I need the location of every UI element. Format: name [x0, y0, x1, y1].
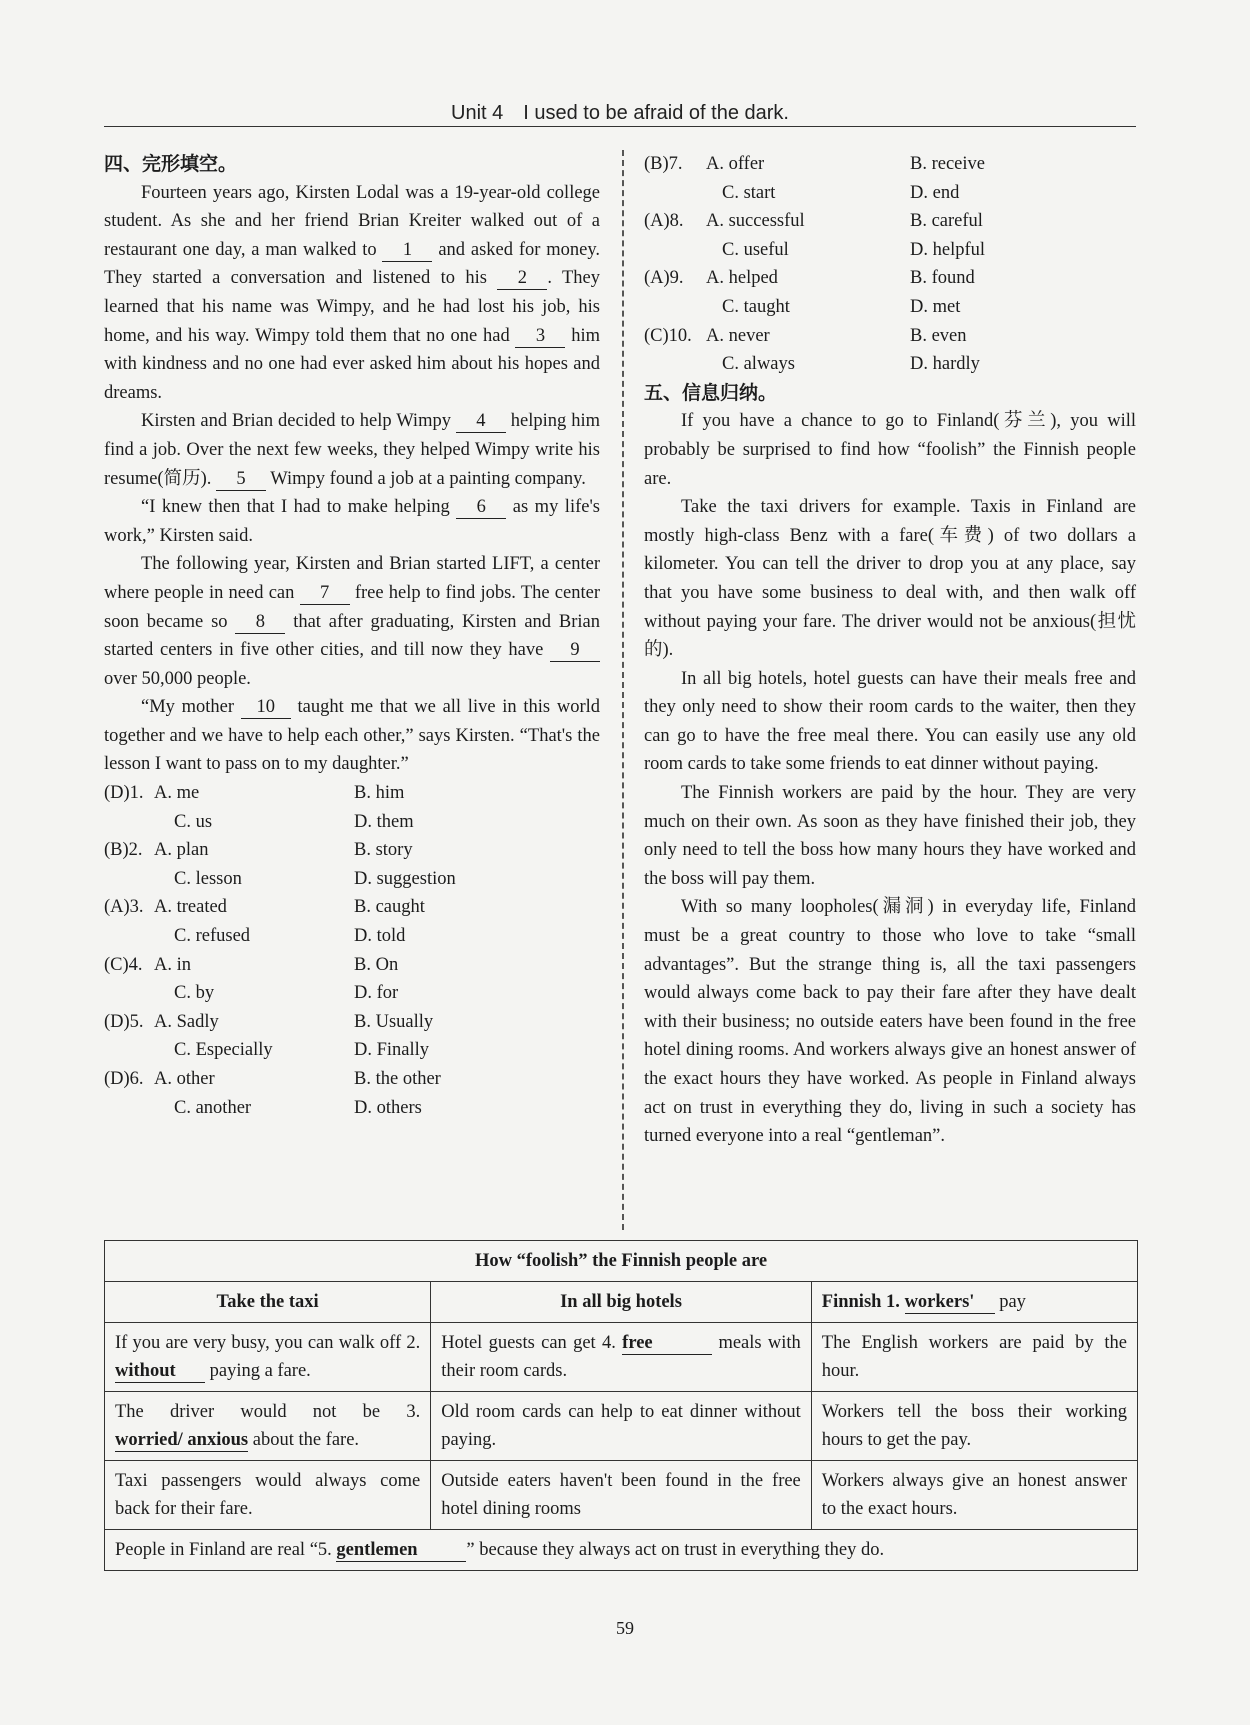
option-indent — [104, 922, 174, 951]
passage-text: Kirsten and Brian decided to help Wimpy — [141, 411, 456, 432]
passage-paragraph — [104, 179, 600, 408]
cell-text: Hotel guests can get 4. — [441, 1333, 623, 1353]
cloze-blank: 10 — [241, 696, 291, 719]
option-indent — [644, 293, 722, 322]
cloze-blank: 2 — [497, 267, 547, 290]
option-c: C. lesson — [174, 868, 242, 889]
option-a: A. offer — [706, 154, 765, 174]
option-a: A. other — [154, 1069, 215, 1089]
cloze-blank: 5 — [216, 468, 266, 491]
option-b: B. careful — [910, 211, 983, 232]
passage-text: The following year, Kirsten and Brian started LIFT, a center where people in need can — [104, 554, 600, 603]
table-cell — [431, 1323, 812, 1392]
answer-2: without — [115, 1360, 205, 1383]
option-row — [644, 350, 1136, 379]
question-number: (A)8. — [644, 211, 684, 232]
option-d: D. suggestion — [354, 868, 456, 889]
answer-1: workers' — [905, 1291, 995, 1314]
option-row — [104, 779, 600, 808]
option-d: D. them — [354, 811, 414, 832]
passage-paragraph — [104, 493, 600, 550]
header-rule — [104, 126, 1136, 127]
option-indent — [644, 236, 722, 265]
option-b: B. Usually — [354, 1011, 434, 1032]
option-row — [644, 179, 1136, 208]
option-row — [104, 1094, 600, 1123]
option-row — [644, 264, 1136, 293]
table-cell: Taxi passengers would always come back for their fare. — [105, 1461, 431, 1530]
passage-paragraph: If you have a chance to go to Finland(芬兰), you will probably be surprised to find how “foolish” the Finnish people are. — [644, 411, 1136, 489]
passage-text: as my life's work,” Kirsten said. — [104, 497, 600, 546]
cloze-passage — [104, 179, 600, 779]
section-5-title: 五、信息归纳。 — [644, 381, 778, 404]
passage-text: him with kindness and no one had ever asked him about his hopes and dreams. — [104, 325, 601, 403]
passage-text: Fourteen years ago, Kirsten Lodal was a 19-year-old college student. As she and her friend Brian Kreiter walked out of a restaurant one day, a man walked to — [104, 182, 600, 260]
passage-text: . They learned that his name was Wimpy, and he had lost his job, his home, and his way. Wimpy told them that no one had — [104, 268, 600, 346]
option-a: A. in — [154, 954, 191, 975]
passage-paragraph — [104, 550, 600, 693]
question-number: (D)5. — [104, 1011, 144, 1032]
option-a: A. treated — [154, 897, 227, 918]
cloze-options-right — [644, 150, 1136, 379]
option-row — [644, 293, 1136, 322]
passage-text: taught me that we all live in this world together and we have to help each other,” says Kirsten. “That's the lesson I want to pass on to my daughter.” — [104, 697, 601, 775]
option-d: D. met — [910, 296, 961, 317]
option-b: B. story — [354, 840, 413, 861]
summary-table — [104, 1240, 1138, 1571]
question-number: (D)6. — [104, 1069, 144, 1089]
table-cell — [105, 1392, 431, 1461]
table-cell: Workers tell the boss their working hours to get the pay. — [811, 1392, 1137, 1461]
option-row — [644, 207, 1136, 236]
answer-4: free — [622, 1332, 712, 1355]
option-indent — [644, 179, 722, 208]
passage-text: that after graduating, Kirsten and Brian started centers in five other cities, and till now they have — [104, 611, 600, 661]
passage-text: Wimpy found a job at a painting company. — [266, 468, 586, 489]
header-text: pay — [994, 1292, 1026, 1312]
passage-paragraph — [104, 407, 600, 493]
option-d: D. hardly — [910, 354, 980, 375]
cell-text: People in Finland are real “5. — [115, 1540, 337, 1560]
table-header-hotels: In all big hotels — [431, 1282, 812, 1323]
option-row — [104, 836, 600, 865]
option-a: A. Sadly — [154, 1011, 219, 1032]
option-d: D. told — [354, 926, 406, 947]
passage-paragraph: With so many loopholes(漏洞) in everyday life, Finland must be a great country to those who love to take “small advantages”. But the strange thing is, all the taxi passengers would always come back to pay their fare after they have dealt with their business; no outside eaters have been found in the free hotel dining rooms. And workers always give an honest answer of the exact hours they have worked. As people in Finland always act on trust in everything they do, living in such a society has turned everyone into a real “gentleman”. — [644, 897, 1136, 1147]
page-header: Unit 4 I used to be afraid of the dark. — [451, 102, 789, 124]
question-number: (B)2. — [104, 840, 143, 861]
option-b: B. caught — [354, 897, 425, 918]
option-row — [104, 1008, 600, 1037]
option-row — [104, 865, 600, 894]
right-column — [644, 150, 1136, 1151]
cloze-blank: 9 — [550, 639, 600, 662]
passage-text: “I knew then that I had to make helping — [141, 497, 457, 518]
option-indent — [104, 1094, 174, 1123]
passage-paragraph: In all big hotels, hotel guests can have their meals free and they only need to show their room cards to the waiter, then they can go to have the free meal there. You can easily use any old room cards to take some friends to eat dinner without paying. — [644, 668, 1136, 775]
cloze-blank: 3 — [515, 325, 565, 348]
question-number: (D)1. — [104, 783, 144, 804]
passage-paragraph: Take the taxi drivers for example. Taxis in Finland are mostly high-class Benz with a fare(车费) of two dollars a kilometer. You can tell the driver to drop you at any place, say that you have some business to deal with, and then walk off without paying your fare. The driver would not be anxious(担忧的). — [644, 497, 1136, 661]
passage-text: “My mother — [141, 697, 241, 718]
option-b: B. On — [354, 954, 399, 975]
option-a: A. plan — [154, 840, 209, 861]
option-c: C. useful — [722, 239, 789, 260]
table-header-taxi: Take the taxi — [105, 1282, 431, 1323]
column-divider — [622, 150, 624, 1230]
option-row — [644, 236, 1136, 265]
cell-text: meals with their room cards. — [441, 1333, 801, 1381]
option-row — [104, 893, 600, 922]
table-title: How “foolish” the Finnish people are — [105, 1241, 1138, 1282]
cloze-blank: 8 — [235, 611, 285, 634]
option-indent — [104, 1036, 174, 1065]
option-b: B. receive — [910, 154, 985, 174]
option-d: D. helpful — [910, 239, 986, 260]
option-indent — [104, 979, 174, 1008]
option-d: D. Finally — [354, 1040, 430, 1061]
option-c: C. refused — [174, 926, 251, 947]
table-cell: Outside eaters haven't been found in the free hotel dining rooms — [431, 1461, 812, 1530]
answer-3: worried/ anxious — [115, 1430, 249, 1450]
passage-text: over 50,000 people. — [104, 668, 251, 689]
passage-paragraph — [104, 693, 600, 779]
option-b: B. even — [910, 325, 967, 346]
option-row — [104, 922, 600, 951]
passage-paragraph: The Finnish workers are paid by the hour. They are very much on their own. As soon as they have finished their job, they only need to tell the boss how many hours they have worked and the boss will pay them. — [644, 783, 1136, 889]
passage-text: helping him find a job. Over the next few weeks, they helped Wimpy write his resume(简历). — [104, 411, 600, 489]
option-row — [104, 1036, 600, 1065]
passage-text: free help to find jobs. The center soon became so — [104, 582, 600, 632]
option-d: D. others — [354, 1097, 422, 1118]
option-c: C. by — [174, 983, 215, 1004]
question-number: (A)3. — [104, 897, 144, 918]
cloze-blank: 4 — [456, 410, 506, 433]
option-c: C. Especially — [174, 1040, 273, 1061]
option-c: C. start — [722, 182, 776, 203]
cloze-blank: 7 — [300, 582, 350, 605]
cloze-blank: 1 — [382, 239, 432, 262]
cell-text: If you are very busy, you can walk off 2. — [115, 1333, 421, 1353]
question-number: (C)4. — [104, 954, 143, 975]
header-text: Finnish 1. — [821, 1292, 905, 1312]
option-c: C. us — [174, 811, 213, 832]
option-c: C. always — [722, 354, 795, 375]
table-conclusion — [105, 1530, 1138, 1571]
table-cell: Old room cards can help to eat dinner without paying. — [431, 1392, 812, 1461]
answer-5: gentlemen — [336, 1539, 466, 1562]
option-b: B. the other — [354, 1069, 441, 1089]
option-row — [104, 979, 600, 1008]
option-a: A. helped — [706, 268, 778, 289]
table-cell — [105, 1323, 431, 1392]
cloze-options-left — [104, 779, 600, 1122]
table-cell: The English workers are paid by the hour. — [811, 1323, 1137, 1392]
cell-text: ” because they always act on trust in everything they do. — [466, 1540, 885, 1560]
option-b: B. him — [354, 783, 405, 804]
option-row — [104, 951, 600, 980]
table-cell: Workers always give an honest answer to the exact hours. — [811, 1461, 1137, 1530]
option-indent — [104, 808, 174, 837]
cell-text: The driver would not be 3. — [115, 1402, 421, 1422]
option-row — [644, 150, 1136, 179]
table-header-pay — [811, 1282, 1137, 1323]
page-number: 59 — [616, 1618, 634, 1638]
option-b: B. found — [910, 268, 975, 289]
option-d: D. for — [354, 983, 399, 1004]
option-a: A. me — [154, 783, 200, 804]
cell-text: paying a fare. — [205, 1361, 311, 1381]
option-indent — [644, 350, 722, 379]
question-number: (B)7. — [644, 154, 683, 174]
option-d: D. end — [910, 182, 960, 203]
left-column — [104, 150, 600, 1122]
option-row — [104, 1065, 600, 1094]
option-c: C. taught — [722, 296, 790, 317]
question-number: (A)9. — [644, 268, 684, 289]
reading-passage — [644, 407, 1136, 1150]
option-indent — [104, 865, 174, 894]
section-4-title: 四、完形填空。 — [104, 153, 238, 175]
cloze-blank: 6 — [456, 496, 506, 519]
option-a: A. never — [706, 325, 770, 346]
question-number: (C)10. — [644, 325, 692, 346]
passage-text: and asked for money. They started a conversation and listened to his — [104, 239, 600, 289]
cell-text: about the fare. — [248, 1430, 360, 1450]
option-c: C. another — [174, 1097, 252, 1118]
option-row — [104, 808, 600, 837]
option-row — [644, 322, 1136, 351]
option-a: A. successful — [706, 211, 805, 232]
